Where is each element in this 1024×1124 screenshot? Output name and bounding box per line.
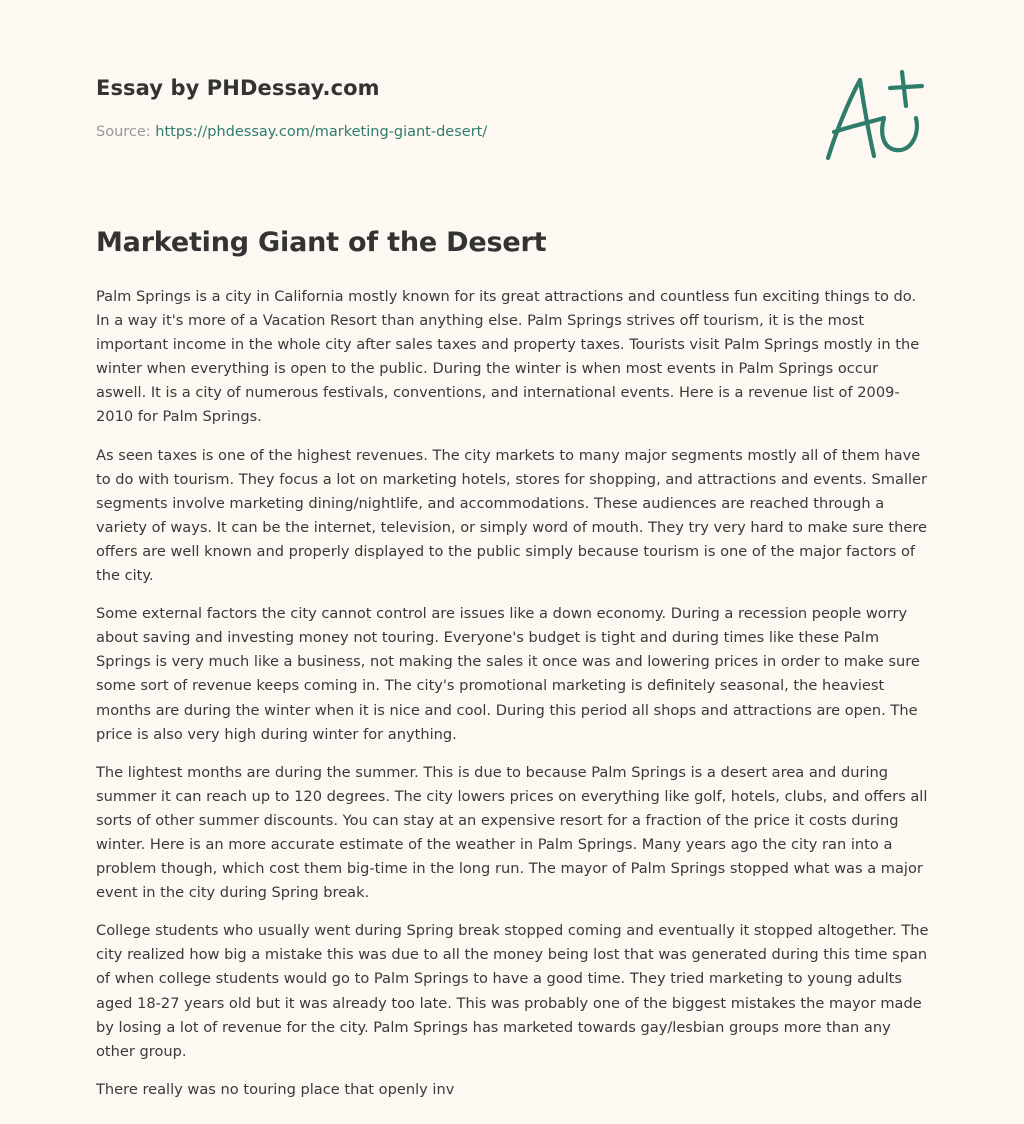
essay-paragraph: The lightest months are during the summer. This is due to because Palm Springs is a desert area and during summer it can reach up to 120 degrees. The city lowers prices on everything like golf, hotels, clubs, and offers all sorts of other summer discounts. You can stay at an expensive resort for a fraction of the price it costs during winter. Here is an more accurate estimate of the weather in Palm Springs. Many years ago the city ran into a problem though, which cost them big-time in the long run. The mayor of Palm Springs stopped what was a major event in the city during Spring break. [96, 763, 928, 902]
source-label: Source: [96, 124, 151, 140]
essay-paragraph: Palm Springs is a city in California mostly known for its great attractions and countless fun exciting things to do. In a way it's more of a Vacation Resort than anything else. Palm Springs strives off tourism, it is the most important income in the whole city after sales taxes and property taxes. Tourists visit Palm Springs mostly in the winter when everything is open to the public. During the winter is when most events in Palm Springs occur aswell. It is a city of numerous festivals, conventions, and international events. Here is a revenue list of 2009-2010 for Palm Springs. [96, 288, 920, 426]
site-title: Essay by PHDessay.com [96, 76, 380, 100]
source-line [96, 124, 487, 140]
essay-paragraph: Some external factors the city cannot control are issues like a down economy. During a recession people worry about saving and investing money not touring. Everyone's budget is tight and during times like these Palm Springs is very much like a business, not making the sales it once was and lowering prices in order to make sure some sort of revenue keeps coming in. The city's promotional marketing is definitely seasonal, the heaviest months are during the winter when it is nice and cool. During this period all shops and attractions are open. The price is also very high during winter for anything. [96, 605, 920, 743]
essay-paragraph: College students who usually went during Spring break stopped coming and eventually it stopped altogether. The city realized how big a mistake this was due to all the money being lost that was generated during this time span of when college students would go to Palm Springs to have a good time. They tried marketing to young adults aged 18-27 years old but it was already too late. This was probably one of the biggest mistakes the mayor made by losing a lot of revenue for the city. Palm Springs has marketed towards gay/lesbian groups more than any other group. [96, 922, 929, 1060]
source-link[interactable]: https://phdessay.com/marketing-giant-desert/ [155, 124, 488, 140]
essay-paragraph: As seen taxes is one of the highest revenues. The city markets to many major segments mostly all of them have to do with tourism. They focus a lot on marketing hotels, stores for shopping, and attractions and events. Smaller segments involve marketing dining/nightlife, and accommodations. These audiences are reached through a variety of ways. It can be the internet, television, or simply word of mouth. They try very hard to make sure there offers are well known and properly displayed to the public simply because tourism is one of the major factors of the city. [96, 446, 928, 585]
essay-title: Marketing Giant of the Desert [96, 227, 547, 258]
essay-paragraph: There really was no touring place that openly inv [96, 1080, 455, 1098]
a-plus-logo-icon [818, 66, 930, 166]
essay-body [96, 285, 932, 1116]
